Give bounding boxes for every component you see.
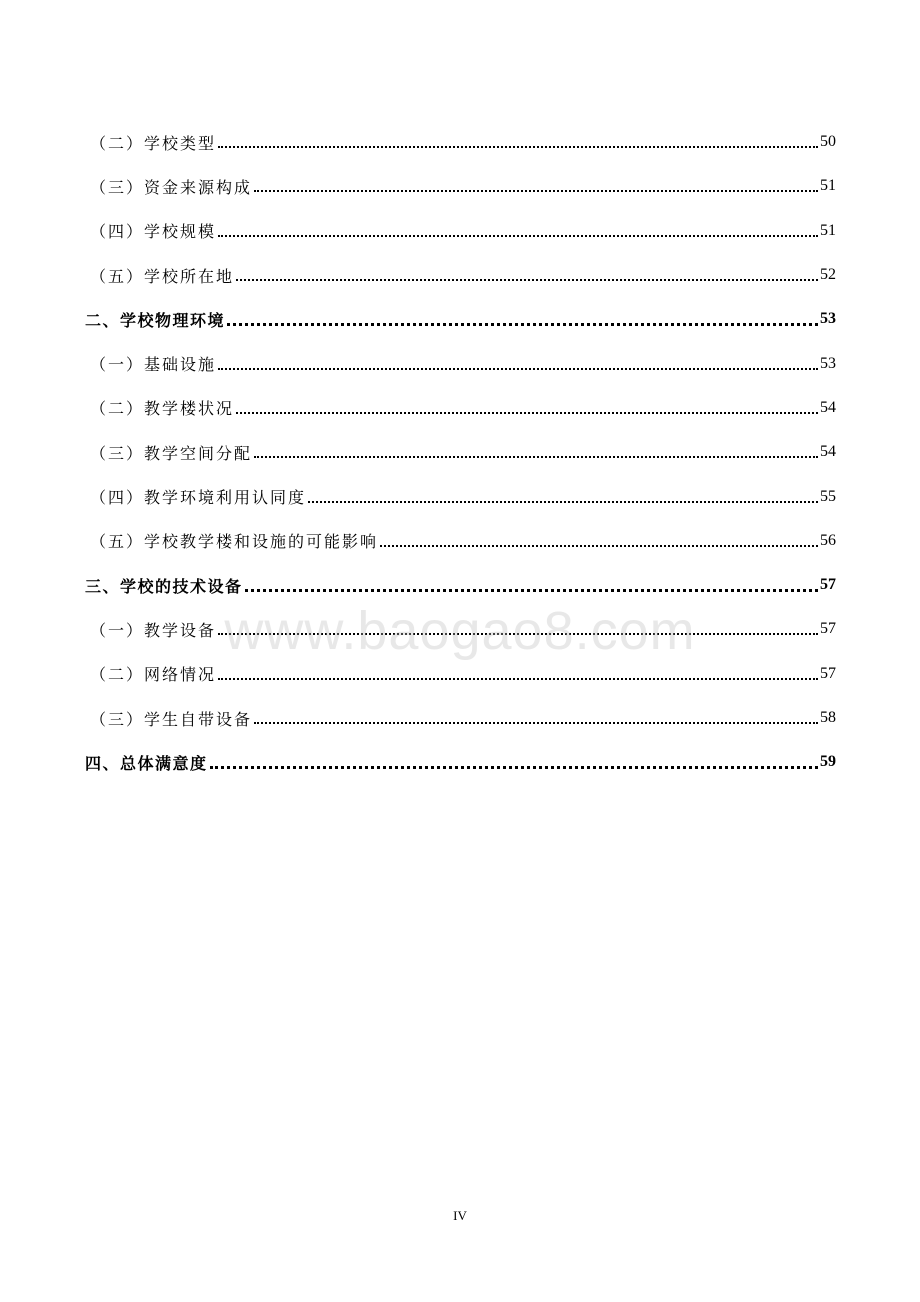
page-number: IV — [453, 1208, 467, 1223]
toc-entry-page: 59 — [820, 753, 836, 771]
table-of-contents — [85, 120, 836, 784]
toc-entry-page: 50 — [820, 133, 836, 151]
toc-entry[interactable] — [85, 696, 836, 740]
toc-leader-dots — [380, 545, 818, 547]
toc-entry-title: 三、学校的技术设备 — [85, 576, 243, 596]
toc-section-heading[interactable] — [85, 563, 836, 607]
toc-leader-dots — [254, 456, 818, 458]
toc-entry-page: 52 — [820, 266, 836, 284]
toc-entry[interactable] — [85, 430, 836, 474]
toc-entry[interactable] — [85, 386, 836, 430]
toc-entry-page: 51 — [820, 221, 836, 239]
toc-entry-page: 55 — [820, 487, 836, 505]
toc-entry-title: 二、学校物理环境 — [85, 310, 226, 330]
toc-entry-page: 56 — [820, 531, 836, 549]
toc-entry[interactable] — [85, 474, 836, 518]
toc-entry[interactable] — [85, 120, 836, 164]
toc-section-heading[interactable] — [85, 297, 836, 341]
toc-leader-dots — [245, 589, 818, 592]
toc-entry-page: 57 — [820, 620, 836, 638]
toc-entry-title: （二）学校类型 — [90, 133, 217, 153]
toc-leader-dots — [218, 678, 818, 680]
toc-entry-page: 54 — [820, 398, 836, 416]
toc-leader-dots — [227, 323, 818, 326]
toc-entry[interactable] — [85, 209, 836, 253]
toc-leader-dots — [218, 146, 818, 148]
toc-leader-dots — [236, 279, 818, 281]
toc-entry-title: （二）教学楼状况 — [90, 399, 235, 419]
toc-entry-title: （四）学校规模 — [90, 222, 217, 242]
toc-entry[interactable] — [85, 652, 836, 696]
toc-entry-page: 53 — [820, 354, 836, 372]
toc-entry-title: （五）学校所在地 — [90, 266, 235, 286]
toc-entry[interactable] — [85, 164, 836, 208]
toc-entry-page: 53 — [820, 310, 836, 328]
toc-leader-dots — [218, 235, 818, 237]
toc-entry-page: 51 — [820, 177, 836, 195]
toc-entry-title: 四、总体满意度 — [85, 753, 208, 773]
toc-entry-title: （三）教学空间分配 — [90, 443, 253, 463]
toc-leader-dots — [210, 766, 818, 769]
toc-entry-page: 58 — [820, 709, 836, 726]
toc-leader-dots — [236, 412, 818, 414]
toc-entry-page: 54 — [820, 443, 836, 461]
toc-entry-title: （四）教学环境利用认同度 — [90, 488, 307, 508]
toc-entry-page: 57 — [820, 664, 836, 682]
toc-entry-title: （一）基础设施 — [90, 355, 217, 375]
toc-entry-title: （一）教学设备 — [90, 620, 217, 640]
toc-entry-title: （三）学生自带设备 — [90, 709, 253, 729]
toc-leader-dots — [218, 368, 818, 370]
watermark-text: www.baogao8.com — [224, 601, 696, 661]
toc-entry-page: 57 — [820, 576, 836, 594]
toc-entry-title: （五）学校教学楼和设施的可能影响 — [90, 532, 379, 552]
toc-leader-dots — [254, 190, 818, 192]
toc-entry[interactable] — [85, 341, 836, 385]
toc-leader-dots — [254, 722, 818, 724]
toc-section-heading[interactable] — [85, 740, 836, 784]
toc-entry-title: （二）网络情况 — [90, 665, 217, 685]
toc-entry[interactable] — [85, 253, 836, 297]
toc-entry[interactable] — [85, 519, 836, 563]
toc-leader-dots — [308, 501, 818, 503]
toc-leader-dots — [218, 633, 818, 635]
toc-entry[interactable] — [85, 607, 836, 651]
toc-entry-title: （三）资金来源构成 — [90, 177, 253, 197]
